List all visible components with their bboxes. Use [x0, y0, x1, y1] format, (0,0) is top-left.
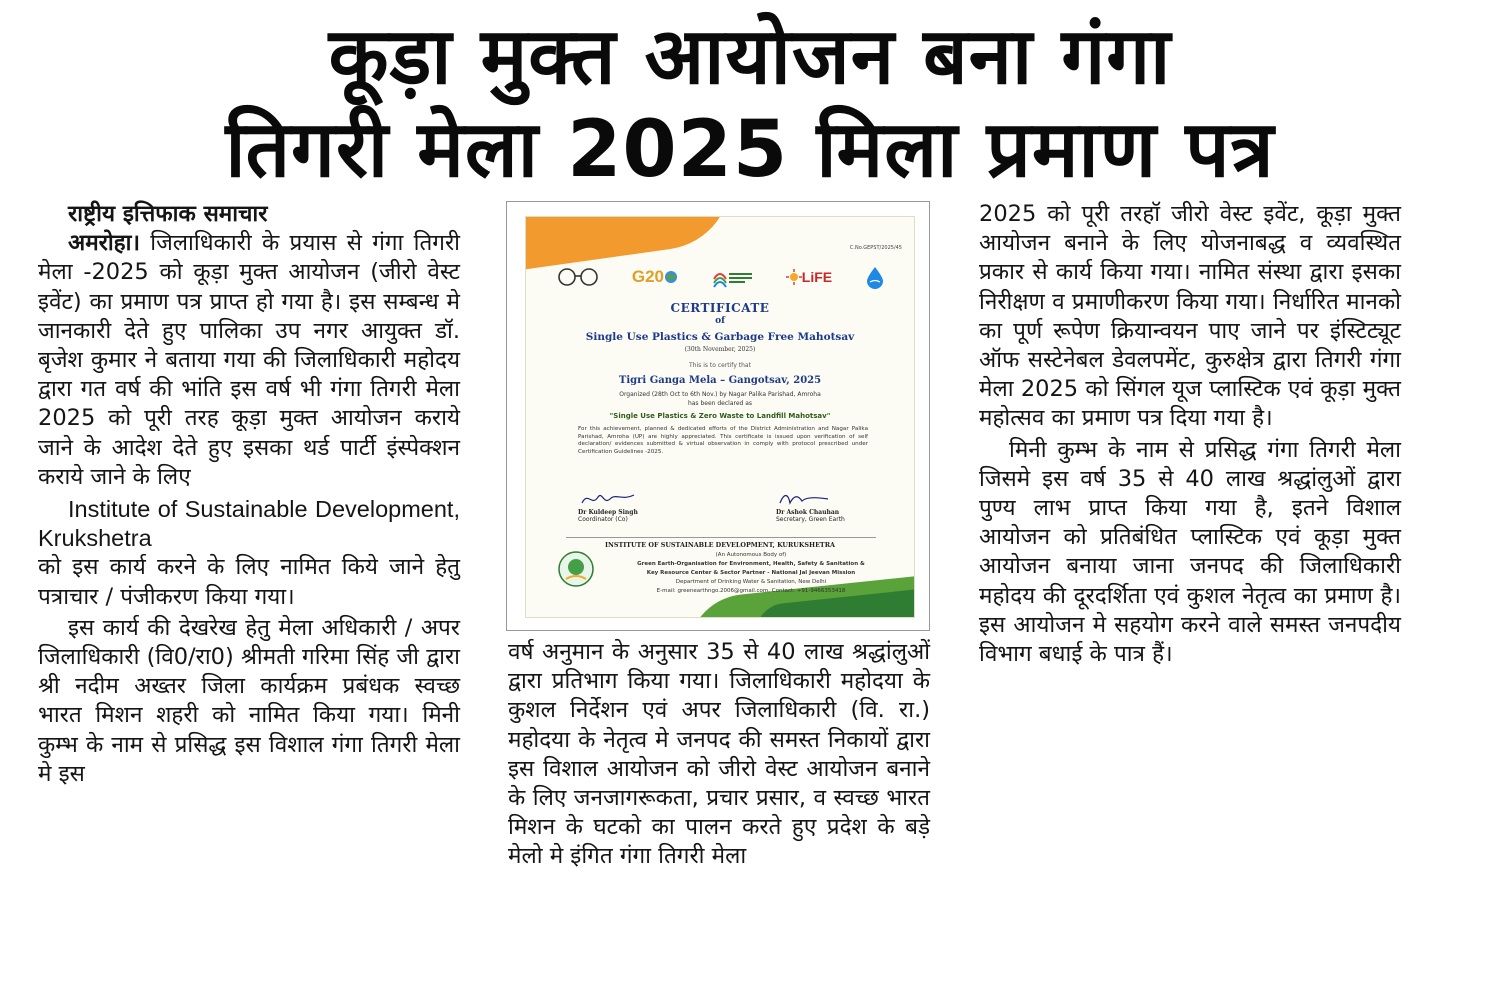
- signature-block-2: [776, 487, 845, 523]
- declaration-line: "Single Use Plastics & Zero Waste to Landfill Mahotsav": [609, 412, 831, 420]
- signature-block-1: [578, 487, 638, 523]
- institute-line-1: (An Autonomous Body of): [715, 552, 787, 558]
- signatory-1-name: Dr Kuldeep Singh: [578, 509, 638, 516]
- event-name: Tigri Ganga Mela – Gangotsav, 2025: [618, 375, 822, 386]
- article-column-3: [979, 200, 1401, 669]
- paragraph-6: मिनी कुम्भ के नाम से प्रसिद्ध गंगा तिगरी मेला जिसमे इस वर्ष 35 से 40 लाख श्रद्धांलुओं द्वारा पुण्य लाभ प्राप्त किया गया है, इतने विशाल आयोजन को प्रतिबंधित प्लास्टिक एवं कूड़ा मुक्त आयोजन बनाया जाना जनपद की जिलाधिकारी महोदय की दूरदर्शिता एवं कुशल नेतृत्व का प्रमाण है। इस आयोजन मे सहयोग करने वाले समस्त जनपदीय विभाग बधाई के पात्र हैं।: [979, 436, 1401, 668]
- signature-1-mark: [578, 487, 638, 509]
- signatory-1-role: Coordinator (Co): [578, 516, 628, 523]
- certificate-number: C.No.GEPST/2025/45: [849, 245, 902, 251]
- paragraph-1: [38, 229, 460, 492]
- life-logo: LiFE: [786, 269, 832, 285]
- ecosystem-restoration-logo: [710, 265, 754, 289]
- signature-2-mark: [776, 487, 836, 509]
- headline-line-2: तिगरी मेला 2025 मिला प्रमाण पत्र: [225, 105, 1275, 195]
- article-column-2: [508, 638, 930, 872]
- institute-line-2: Green Earth-Organisation for Environment, Health, Safety & Sanitation &: [637, 561, 865, 567]
- certificate-of: of: [715, 316, 725, 326]
- g20-logo: G20: [632, 267, 678, 287]
- institute-title: INSTITUTE OF SUSTAINABLE DEVELOPMENT, KURUKSHETRA: [605, 541, 835, 549]
- swachh-bharat-glasses-icon: [556, 267, 600, 287]
- certificate-date: (30th November, 2025): [684, 346, 756, 353]
- paragraph-1-text: जिलाधिकारी के प्रयास से गंगा तिगरी मेला -2025 को कूड़ा मुक्त आयोजन (जीरो वेस्ट इवेंट) का प्रमाण पत्र प्राप्त हो गया है। इस सम्बन्ध मे जानकारी देते हुए पालिका उप नगर आयुक्त डॉ. बृजेश कुमार ने बताया गया की जिलाधिकारी महोदय द्वारा गत वर्ष की भांति इस वर्ष भी गंगा तिगरी मेला 2025 को पूरी तरह कूड़ा मुक्त आयोजन कराये जाने के आदेश देते हुए इसका थर्ड पार्टी इंस्पेक्शन कराये जाने के लिए: [38, 230, 461, 490]
- sun-icon: [786, 269, 802, 285]
- green-earth-logo: [556, 549, 596, 593]
- paragraph-3: इस कार्य की देखरेख हेतु मेला अधिकारी / अपर जिलाधिकारी (वि0/रा0) श्रीमती गरिमा सिंह जी द्वारा श्री नदीम अख्तर जिला कार्यक्रम प्रबंधक स्वच्छ भारत मिशन शहरी को नामित किया गया। मिनी कुम्भ के नाम से प्रसिद्ध इस विशाल गंगा तिगरी मेला मे इस: [38, 614, 460, 787]
- institute-line-4: Department of Drinking Water & Sanitation, New Delhi: [675, 579, 827, 585]
- institute-line-5: E-mail: greenearthngo.2006@gmail.com, Contact: +91-9466353418: [656, 588, 846, 594]
- paragraph-2: को इस कार्य करने के लिए नामित किये जाने हेतु पत्राचार / पंजीकरण किया गया।: [38, 554, 460, 610]
- certificate-title: CERTIFICATE: [670, 301, 770, 315]
- paragraph-5: 2025 को पूरी तरहॉ जीरो वेस्ट इवेंट, कूड़ा मुक्त आयोजन बनाने के लिए योजनाबद्ध व व्यवस्थित प्रकार से कार्य किया गया। नामित संस्था द्वारा इसका निरीक्षण व प्रमाणीकरण किया गया। निर्धारित मानको का पूर्ण रूपेण क्रियान्वयन पाए जाने पर इंस्टिट्यूट ऑफ सस्टेनेबल डेवलपमेंट, कुरुक्षेत्र द्वारा तिगरी गंगा मेला 2025 को सिंगल यूज प्लास्टिक एवं कूड़ा मुक्त महोत्सव का प्रमाण पत्र दिया गया है।: [979, 201, 1401, 432]
- certificate-image: [506, 201, 930, 631]
- water-drop-icon: [864, 265, 886, 289]
- globe-icon: [664, 270, 678, 284]
- certificate-body: For this achievement, planned & dedicated efforts of the District Administration and Nagar Palika Parishad, Amroha (UP) are highly appreciated. This certificate is issued upon verification of self declaration/ evidences submitted & virtual observation in comply with protocol prescribed under Certification Guidelines -2025.: [578, 426, 868, 455]
- paragraph-4: वर्ष अनुमान के अनुसार 35 से 40 लाख श्रद्धांलुओं द्वारा प्रतिभाग किया गया। जिलाधिकारी महोदया के कुशल निर्देशन एवं अपर जिलाधिकारी (वि. रा.) महोदया के नेतृत्व मे जनपद की समस्त निकायों द्वारा इस विशाल आयोजन को जीरो वेस्ट आयोजन बनाने के लिए जनजागरूकता, प्रचार प्रसार, व स्वच्छ भारत मिशन के घटको का पालन करते हुए प्रदेश के बड़े मेलो मे इंगित गंगा तिगरी मेला: [508, 639, 930, 870]
- headline-line-1: कूड़ा मुक्त आयोजन बना गंगा: [328, 12, 1172, 102]
- certificate-divider: [566, 537, 876, 538]
- certificate-subtitle: Single Use Plastics & Garbage Free Mahotsav: [585, 331, 855, 343]
- certify-line: This is to certify that: [689, 362, 751, 369]
- article-column-1: [38, 200, 460, 789]
- logo-row: [556, 262, 886, 292]
- signatory-2-role: Secretary, Green Earth: [776, 516, 845, 523]
- organiser-line: Organized (28th Oct to 6th Nov.) by Nagar Palika Parishad, Amroha: [619, 391, 821, 398]
- declared-line: has been declared as: [687, 400, 753, 407]
- institute-name-english: Institute of Sustainable Development, Krukshetra: [38, 496, 460, 552]
- signatory-2-name: Dr Ashok Chauhan: [776, 509, 840, 516]
- certificate: [525, 216, 915, 618]
- institute-line-3: Key Resource Center & Sector Partner - National Jal Jeevan Mission: [646, 570, 856, 576]
- byline: राष्ट्रीय इत्तिफाक समाचार: [68, 201, 268, 227]
- dateline-place: अमरोहा।: [68, 230, 140, 257]
